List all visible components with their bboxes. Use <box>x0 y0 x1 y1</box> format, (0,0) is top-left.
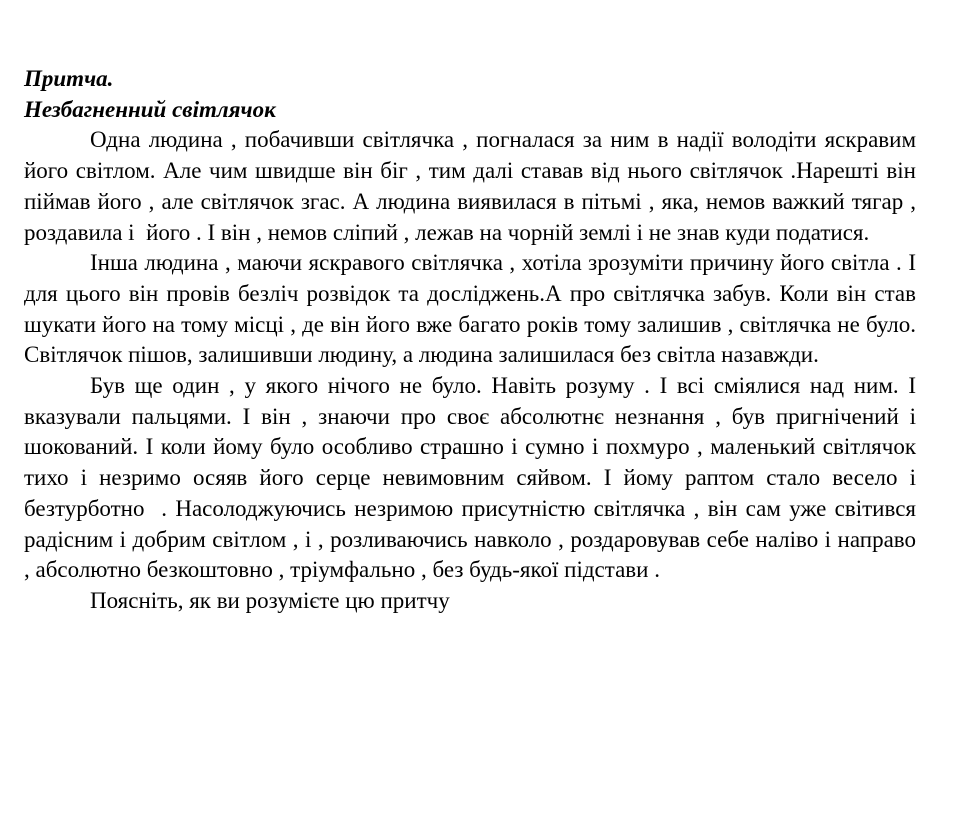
paragraph-2: Інша людина , маючи яскравого світлячка , хотіла зрозуміти причину його світла . І для цього він провів безліч розвідок та досліджень.А про світлячка забув. Коли він став шукати його на тому місці , де він його вже багато років тому залишив , світлячка не було. Світлячок пішов, залишивши людину, а людина залишилася без світла назавжди. <box>24 250 922 368</box>
document-title: Незбагненний світлячок <box>24 96 276 122</box>
document-page <box>24 64 922 617</box>
document-heading-genre: Притча. <box>24 66 114 91</box>
paragraph-3: Був ще один , у якого нічого не було. Навіть розуму . І всі сміялися над ним. І вказували пальцями. І він , знаючи про своє абсолютнє незнання , був пригнічений і шокований. І коли йому було особливо страшно і сумно і похмуро , маленький світлячок тихо і незримо осяяв його серце невимовним сяйвом. І йому раптом стало весело і безтурботно . Насолоджуючись незримою присутністю світлячка , він сам уже світився радісним і добрим світлом , і , розливаючись навколо , роздаровував себе наліво і направо , абсолютно безкоштовно , тріумфально , без будь-якої підстави . <box>24 373 922 583</box>
paragraph-1: Одна людина , побачивши світлячка , погналася за ним в надії володіти яскравим його світлом. Але чим швидше він біг , тим далі ставав від нього світлячок .Нарешті він піймав його , але світлячок згас. А людина виявилася в пітьмі , яка, немов важкий тягар , роздавила і його . І він , немов сліпий , лежав на чорній землі і не знав куди податися. <box>24 127 922 245</box>
question-prompt: Поясніть, як ви розумієте цю притчу <box>90 587 450 613</box>
